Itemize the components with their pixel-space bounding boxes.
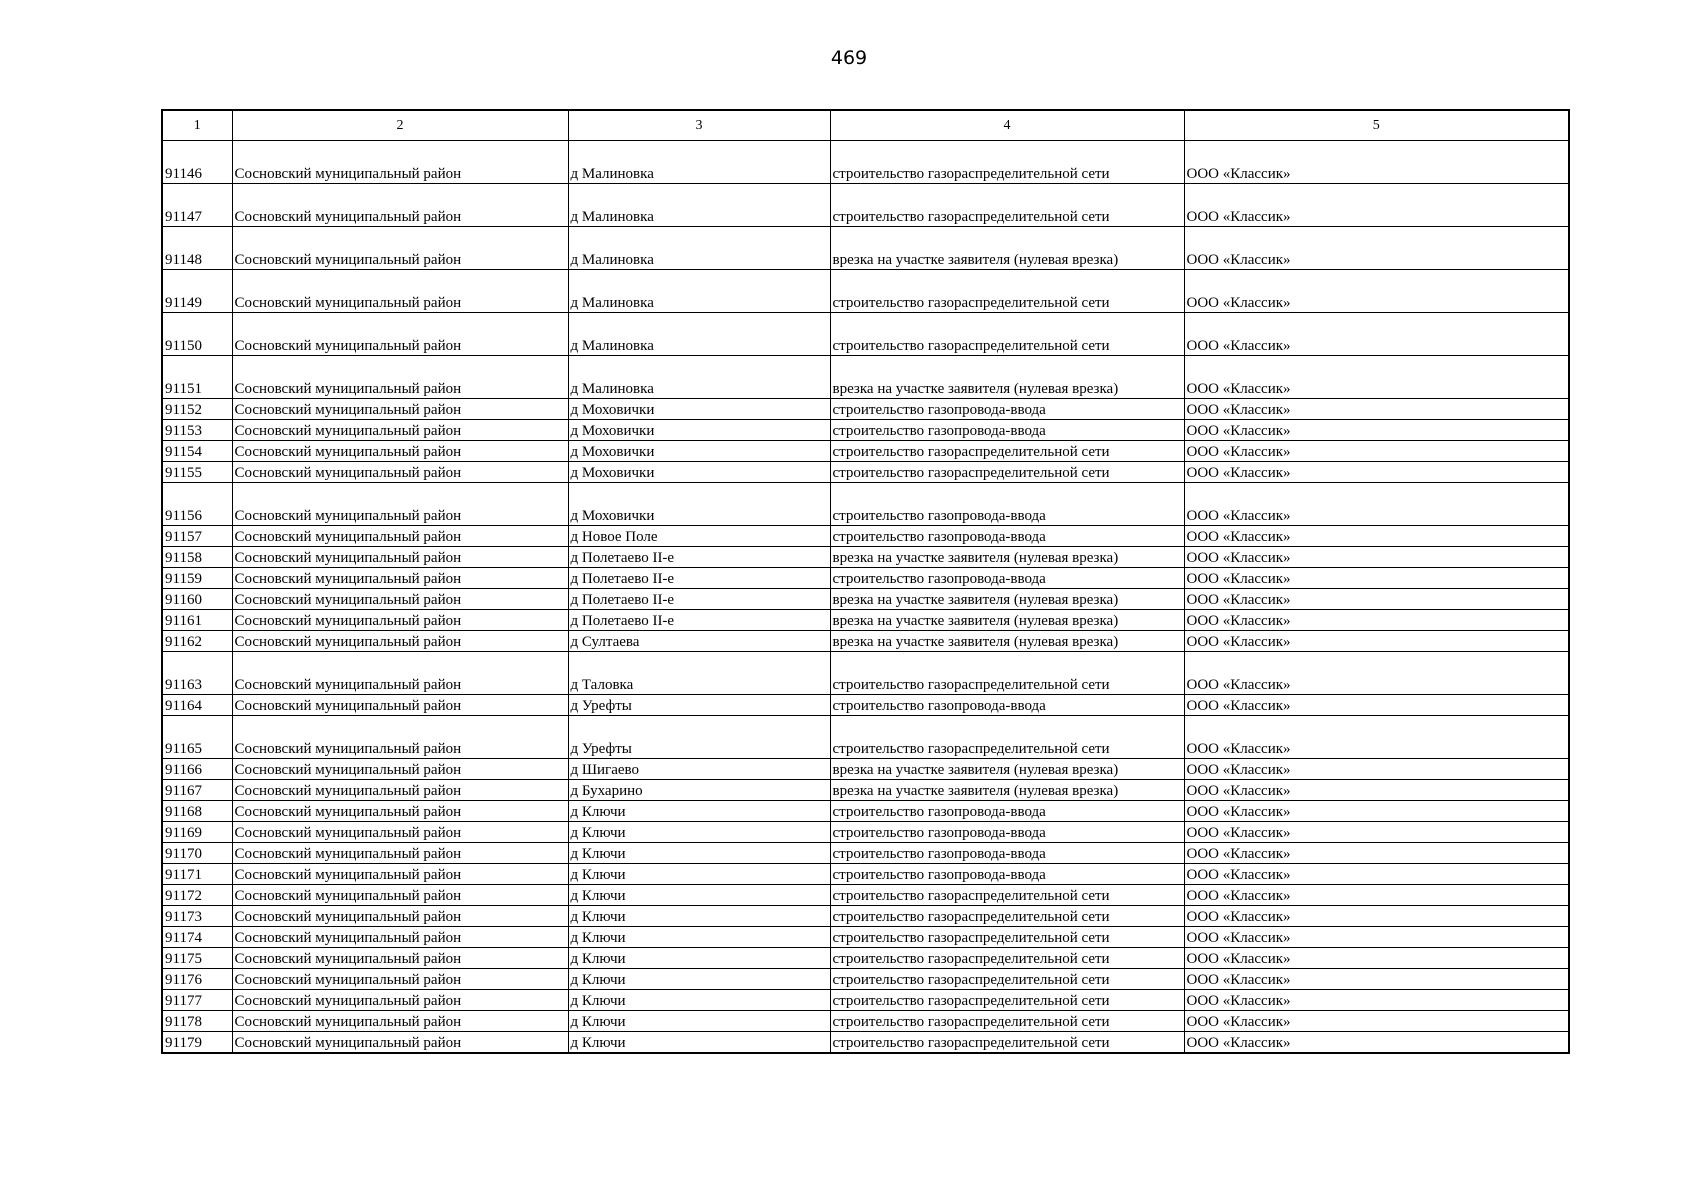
cell-work-type: строительство газораспределительной сети — [830, 441, 1184, 462]
cell-locality: д Полетаево II-е — [568, 547, 830, 568]
table-row — [162, 822, 1569, 843]
cell-district: Сосновский муниципальный район — [232, 313, 568, 356]
cell-district: Сосновский муниципальный район — [232, 969, 568, 990]
cell-district: Сосновский муниципальный район — [232, 906, 568, 927]
cell-number: 91179 — [162, 1032, 232, 1054]
cell-organization: ООО «Классик» — [1184, 483, 1569, 526]
cell-locality: д Моховички — [568, 420, 830, 441]
cell-organization: ООО «Классик» — [1184, 462, 1569, 483]
cell-work-type: строительство газораспределительной сети — [830, 462, 1184, 483]
cell-work-type: строительство газораспределительной сети — [830, 906, 1184, 927]
cell-number: 91157 — [162, 526, 232, 547]
table-row — [162, 631, 1569, 652]
page-number: 469 — [830, 47, 868, 69]
cell-district: Сосновский муниципальный район — [232, 441, 568, 462]
cell-number: 91153 — [162, 420, 232, 441]
cell-number: 91168 — [162, 801, 232, 822]
cell-district: Сосновский муниципальный район — [232, 927, 568, 948]
cell-locality: д Моховички — [568, 399, 830, 420]
header-col-3: 3 — [568, 110, 830, 141]
cell-locality: д Малиновка — [568, 141, 830, 184]
cell-work-type: строительство газораспределительной сети — [830, 270, 1184, 313]
cell-work-type: строительство газопровода-ввода — [830, 568, 1184, 589]
cell-locality: д Урефты — [568, 695, 830, 716]
cell-work-type: врезка на участке заявителя (нулевая врезка) — [830, 356, 1184, 399]
cell-locality: д Ключи — [568, 864, 830, 885]
table-row — [162, 270, 1569, 313]
cell-locality: д Урефты — [568, 716, 830, 759]
cell-number: 91154 — [162, 441, 232, 462]
cell-locality: д Полетаево II-е — [568, 589, 830, 610]
cell-work-type: строительство газопровода-ввода — [830, 526, 1184, 547]
cell-number: 91165 — [162, 716, 232, 759]
table-row — [162, 695, 1569, 716]
cell-work-type: строительство газопровода-ввода — [830, 801, 1184, 822]
cell-work-type: врезка на участке заявителя (нулевая врезка) — [830, 227, 1184, 270]
cell-district: Сосновский муниципальный район — [232, 141, 568, 184]
cell-number: 91167 — [162, 780, 232, 801]
cell-organization: ООО «Классик» — [1184, 568, 1569, 589]
cell-work-type: строительство газопровода-ввода — [830, 695, 1184, 716]
cell-organization: ООО «Классик» — [1184, 270, 1569, 313]
cell-organization: ООО «Классик» — [1184, 990, 1569, 1011]
cell-locality: д Ключи — [568, 1032, 830, 1054]
cell-locality: д Малиновка — [568, 356, 830, 399]
table-header — [162, 110, 1569, 141]
cell-work-type: врезка на участке заявителя (нулевая врезка) — [830, 547, 1184, 568]
cell-organization: ООО «Классик» — [1184, 801, 1569, 822]
cell-organization: ООО «Классик» — [1184, 141, 1569, 184]
table-row — [162, 483, 1569, 526]
table-row — [162, 927, 1569, 948]
cell-number: 91160 — [162, 589, 232, 610]
cell-number: 91166 — [162, 759, 232, 780]
table-row — [162, 184, 1569, 227]
header-col-1: 1 — [162, 110, 232, 141]
cell-locality: д Малиновка — [568, 184, 830, 227]
cell-district: Сосновский муниципальный район — [232, 1011, 568, 1032]
table-row — [162, 716, 1569, 759]
cell-district: Сосновский муниципальный район — [232, 801, 568, 822]
table-row — [162, 948, 1569, 969]
cell-locality: д Малиновка — [568, 227, 830, 270]
cell-locality: д Ключи — [568, 906, 830, 927]
table-row — [162, 547, 1569, 568]
cell-locality: д Ключи — [568, 948, 830, 969]
cell-organization: ООО «Классик» — [1184, 948, 1569, 969]
header-row — [162, 110, 1569, 141]
cell-number: 91161 — [162, 610, 232, 631]
cell-locality: д Малиновка — [568, 313, 830, 356]
table-row — [162, 441, 1569, 462]
cell-work-type: строительство газораспределительной сети — [830, 313, 1184, 356]
cell-number: 91149 — [162, 270, 232, 313]
table-row — [162, 141, 1569, 184]
table-row — [162, 801, 1569, 822]
cell-organization: ООО «Классик» — [1184, 547, 1569, 568]
cell-work-type: строительство газораспределительной сети — [830, 184, 1184, 227]
cell-organization: ООО «Классик» — [1184, 906, 1569, 927]
cell-work-type: строительство газопровода-ввода — [830, 399, 1184, 420]
table-row — [162, 227, 1569, 270]
cell-district: Сосновский муниципальный район — [232, 864, 568, 885]
cell-district: Сосновский муниципальный район — [232, 843, 568, 864]
cell-locality: д Моховички — [568, 462, 830, 483]
cell-locality: д Ключи — [568, 1011, 830, 1032]
cell-organization: ООО «Классик» — [1184, 227, 1569, 270]
cell-organization: ООО «Классик» — [1184, 780, 1569, 801]
table-row — [162, 313, 1569, 356]
cell-locality: д Султаева — [568, 631, 830, 652]
table-row — [162, 652, 1569, 695]
cell-organization: ООО «Классик» — [1184, 1011, 1569, 1032]
cell-number: 91150 — [162, 313, 232, 356]
cell-work-type: врезка на участке заявителя (нулевая врезка) — [830, 610, 1184, 631]
cell-locality: д Моховички — [568, 483, 830, 526]
cell-locality: д Ключи — [568, 822, 830, 843]
cell-work-type: строительство газораспределительной сети — [830, 948, 1184, 969]
cell-number: 91176 — [162, 969, 232, 990]
cell-locality: д Бухарино — [568, 780, 830, 801]
cell-locality: д Ключи — [568, 927, 830, 948]
cell-number: 91148 — [162, 227, 232, 270]
cell-district: Сосновский муниципальный район — [232, 589, 568, 610]
cell-number: 91169 — [162, 822, 232, 843]
cell-organization: ООО «Классик» — [1184, 441, 1569, 462]
cell-number: 91152 — [162, 399, 232, 420]
table-row — [162, 462, 1569, 483]
cell-organization: ООО «Классик» — [1184, 631, 1569, 652]
cell-locality: д Полетаево II-е — [568, 568, 830, 589]
cell-organization: ООО «Классик» — [1184, 610, 1569, 631]
cell-number: 91173 — [162, 906, 232, 927]
cell-number: 91163 — [162, 652, 232, 695]
cell-locality: д Ключи — [568, 843, 830, 864]
cell-district: Сосновский муниципальный район — [232, 990, 568, 1011]
cell-work-type: строительство газораспределительной сети — [830, 141, 1184, 184]
cell-locality: д Ключи — [568, 990, 830, 1011]
cell-district: Сосновский муниципальный район — [232, 356, 568, 399]
cell-district: Сосновский муниципальный район — [232, 483, 568, 526]
cell-number: 91146 — [162, 141, 232, 184]
cell-number: 91147 — [162, 184, 232, 227]
cell-number: 91155 — [162, 462, 232, 483]
register-table — [161, 109, 1570, 1054]
cell-organization: ООО «Классик» — [1184, 313, 1569, 356]
cell-work-type: строительство газораспределительной сети — [830, 716, 1184, 759]
cell-district: Сосновский муниципальный район — [232, 759, 568, 780]
table-row — [162, 610, 1569, 631]
cell-locality: д Ключи — [568, 801, 830, 822]
cell-work-type: строительство газопровода-ввода — [830, 822, 1184, 843]
cell-number: 91151 — [162, 356, 232, 399]
cell-district: Сосновский муниципальный район — [232, 631, 568, 652]
cell-organization: ООО «Классик» — [1184, 526, 1569, 547]
table-row — [162, 864, 1569, 885]
cell-district: Сосновский муниципальный район — [232, 568, 568, 589]
cell-work-type: строительство газораспределительной сети — [830, 1032, 1184, 1054]
table-row — [162, 399, 1569, 420]
cell-work-type: врезка на участке заявителя (нулевая врезка) — [830, 759, 1184, 780]
cell-district: Сосновский муниципальный район — [232, 652, 568, 695]
header-col-5: 5 — [1184, 110, 1569, 141]
cell-work-type: врезка на участке заявителя (нулевая врезка) — [830, 780, 1184, 801]
table-row — [162, 568, 1569, 589]
table-row — [162, 969, 1569, 990]
cell-organization: ООО «Классик» — [1184, 356, 1569, 399]
table-row — [162, 759, 1569, 780]
cell-district: Сосновский муниципальный район — [232, 547, 568, 568]
cell-locality: д Новое Поле — [568, 526, 830, 547]
cell-work-type: строительство газораспределительной сети — [830, 927, 1184, 948]
cell-organization: ООО «Классик» — [1184, 589, 1569, 610]
cell-district: Сосновский муниципальный район — [232, 780, 568, 801]
cell-organization: ООО «Классик» — [1184, 695, 1569, 716]
cell-organization: ООО «Классик» — [1184, 927, 1569, 948]
table-row — [162, 990, 1569, 1011]
table-row — [162, 1011, 1569, 1032]
cell-number: 91162 — [162, 631, 232, 652]
cell-organization: ООО «Классик» — [1184, 843, 1569, 864]
table-row — [162, 420, 1569, 441]
cell-work-type: строительство газопровода-ввода — [830, 864, 1184, 885]
cell-number: 91172 — [162, 885, 232, 906]
cell-district: Сосновский муниципальный район — [232, 885, 568, 906]
cell-district: Сосновский муниципальный район — [232, 695, 568, 716]
cell-district: Сосновский муниципальный район — [232, 716, 568, 759]
cell-number: 91177 — [162, 990, 232, 1011]
header-col-4: 4 — [830, 110, 1184, 141]
table-body — [162, 141, 1569, 1054]
cell-organization: ООО «Классик» — [1184, 1032, 1569, 1054]
cell-number: 91171 — [162, 864, 232, 885]
cell-number: 91164 — [162, 695, 232, 716]
cell-organization: ООО «Классик» — [1184, 420, 1569, 441]
cell-district: Сосновский муниципальный район — [232, 822, 568, 843]
cell-work-type: строительство газораспределительной сети — [830, 969, 1184, 990]
cell-number: 91159 — [162, 568, 232, 589]
cell-district: Сосновский муниципальный район — [232, 948, 568, 969]
cell-organization: ООО «Классик» — [1184, 184, 1569, 227]
cell-organization: ООО «Классик» — [1184, 969, 1569, 990]
cell-work-type: строительство газораспределительной сети — [830, 1011, 1184, 1032]
cell-work-type: строительство газопровода-ввода — [830, 483, 1184, 526]
cell-district: Сосновский муниципальный район — [232, 526, 568, 547]
table-row — [162, 906, 1569, 927]
cell-locality: д Ключи — [568, 969, 830, 990]
cell-work-type: врезка на участке заявителя (нулевая врезка) — [830, 631, 1184, 652]
cell-number: 91174 — [162, 927, 232, 948]
table-row — [162, 780, 1569, 801]
cell-district: Сосновский муниципальный район — [232, 399, 568, 420]
cell-district: Сосновский муниципальный район — [232, 462, 568, 483]
cell-work-type: врезка на участке заявителя (нулевая врезка) — [830, 589, 1184, 610]
cell-work-type: строительство газораспределительной сети — [830, 990, 1184, 1011]
cell-number: 91158 — [162, 547, 232, 568]
cell-number: 91175 — [162, 948, 232, 969]
cell-number: 91178 — [162, 1011, 232, 1032]
table-row — [162, 589, 1569, 610]
cell-number: 91156 — [162, 483, 232, 526]
cell-locality: д Малиновка — [568, 270, 830, 313]
table-row — [162, 526, 1569, 547]
cell-district: Сосновский муниципальный район — [232, 1032, 568, 1054]
table-row — [162, 843, 1569, 864]
header-col-2: 2 — [232, 110, 568, 141]
cell-organization: ООО «Классик» — [1184, 399, 1569, 420]
table-row — [162, 1032, 1569, 1054]
cell-organization: ООО «Классик» — [1184, 822, 1569, 843]
cell-organization: ООО «Классик» — [1184, 759, 1569, 780]
cell-district: Сосновский муниципальный район — [232, 270, 568, 313]
cell-work-type: строительство газораспределительной сети — [830, 885, 1184, 906]
cell-locality: д Ключи — [568, 885, 830, 906]
cell-district: Сосновский муниципальный район — [232, 184, 568, 227]
cell-district: Сосновский муниципальный район — [232, 420, 568, 441]
cell-district: Сосновский муниципальный район — [232, 227, 568, 270]
cell-district: Сосновский муниципальный район — [232, 610, 568, 631]
cell-organization: ООО «Классик» — [1184, 716, 1569, 759]
cell-organization: ООО «Классик» — [1184, 652, 1569, 695]
cell-work-type: строительство газораспределительной сети — [830, 652, 1184, 695]
cell-organization: ООО «Классик» — [1184, 864, 1569, 885]
table-row — [162, 885, 1569, 906]
cell-locality: д Полетаево II-е — [568, 610, 830, 631]
cell-work-type: строительство газопровода-ввода — [830, 843, 1184, 864]
cell-locality: д Шигаево — [568, 759, 830, 780]
cell-locality: д Моховички — [568, 441, 830, 462]
cell-organization: ООО «Классик» — [1184, 885, 1569, 906]
cell-number: 91170 — [162, 843, 232, 864]
cell-work-type: строительство газопровода-ввода — [830, 420, 1184, 441]
cell-locality: д Таловка — [568, 652, 830, 695]
table-row — [162, 356, 1569, 399]
